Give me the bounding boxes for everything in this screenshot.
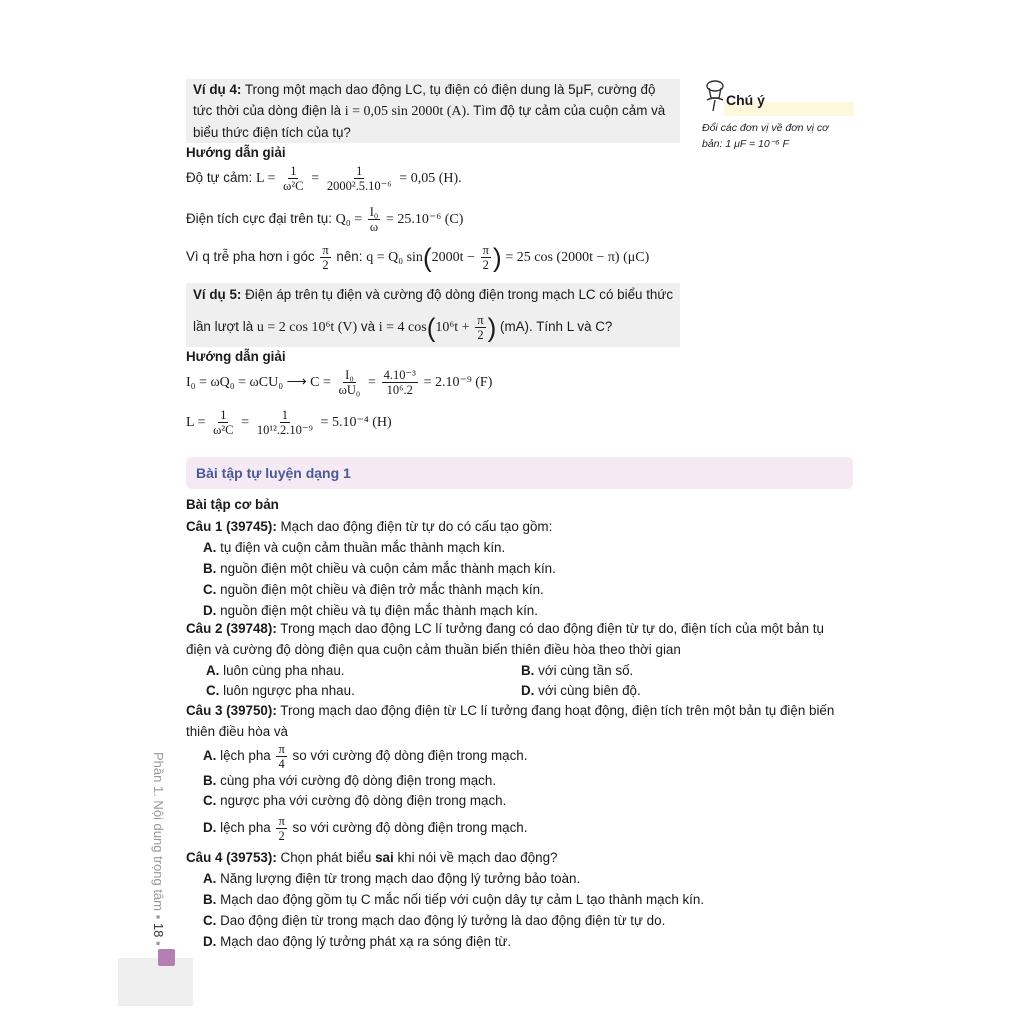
option-key: A. [203,540,217,555]
capacitance-lhs: I₀ = ωQ₀ = ωCU₀ ⟶ C = [186,375,331,391]
note-title: Chú ý [726,92,765,108]
question-1 [186,516,856,621]
example-5-label: Ví dụ 5: [193,287,242,302]
example-5-line2a: lần lượt là [193,319,257,335]
option-text: so với cường độ dòng điện trong mạch. [288,748,528,764]
question-3-line1: Trong mạch dao động điện từ LC lí tưởng đang hoạt động, điện tích trên một bản tụ điện biến [276,703,835,718]
fraction [337,368,363,397]
max-charge-lhs: Q₀ = [335,212,363,228]
question-3 [186,700,856,742]
answer-option[interactable] [186,910,856,931]
option-text: Dao động điện từ trong mạch dao động lý tưởng là dao động điện từ tự do. [216,913,666,928]
example-4-current-expr: i = 0,05 sin 2000t (A). [344,104,470,119]
question-4-text-end: khi nói về mạch dao động? [393,850,558,865]
note-line1: Đổi các đơn vị về đơn vị cơ [702,122,829,134]
fraction-numerator: π [278,814,285,828]
question-3-label: Câu 3 (39750): [186,703,277,718]
inductance-lhs: L = [255,171,276,187]
capacitance-result: = 2.10⁻⁹ (F) [423,375,493,391]
option-key: B. [521,663,535,678]
option-key: B. [203,773,217,788]
fraction-numerator: π [482,243,489,257]
fraction-denominator: 2 [482,258,489,272]
fraction-denominator: ω²C [283,179,304,193]
option-key: B. [203,561,217,576]
fraction [368,205,381,234]
question-4-emphasis: sai [375,850,394,865]
example-5-line1: Điện áp trên tụ điện và cường độ dòng điện trong mạch LC có biểu thức [241,287,674,302]
charge-expr-arg: 2000t − [431,250,475,266]
example-4-label: Ví dụ 4: [193,82,242,97]
answer-option[interactable] [203,793,506,808]
footer-block [118,958,193,1006]
answer-option[interactable] [203,742,527,771]
fraction-numerator: 4.10⁻³ [383,368,416,382]
note-text [702,120,854,152]
answer-option[interactable] [521,680,641,701]
option-text: lệch pha [216,748,275,764]
option-key: B. [203,892,217,907]
option-text: tụ điện và cuộn cảm thuần mắc thành mạch kín. [216,540,506,555]
answer-option[interactable] [186,889,856,910]
inductance-lhs: L = [186,415,206,431]
voltage-expr: u = 2 cos 10⁶t (V) [256,320,358,336]
solution-4-max-charge [186,205,463,234]
solution-5-inductance: L = $\frac{1}{\text{ω²C}}$ = $\frac{1}{\text{10¹².2.10⁻⁹}}$ = 5.10⁻⁴ (H) [186,408,392,437]
fraction-denominator: 2 [477,328,484,342]
option-key: C. [203,582,217,597]
running-header-text: Phần 1. Nội dung trọng tâm [151,752,166,911]
running-header: Phần 1. Nội dung trọng tâm ▪ 18 ▪ [151,752,166,946]
option-text: lệch pha [216,820,275,836]
question-2-line2: điện và cường độ dòng điện qua cuộn cảm thuần biến thiên điều hòa theo thời gian [186,642,681,657]
conjunction: và [357,319,379,335]
option-text: Mạch dao động lý tưởng phát xạ ra sóng điện từ. [216,934,512,949]
option-text: Mạch dao động gồm tụ C mắc nối tiếp với cuộn dây tự cảm L tạo thành mạch kín. [216,892,705,907]
option-key: C. [203,913,217,928]
answer-option[interactable] [203,814,527,843]
option-key: C. [206,683,220,698]
example-5-text: Ví dụ 5: Điện áp trên tụ điện và cường độ dòng điện trong mạch LC có biểu thức lần lượt là u = 2 cos 10⁶t (V) và i = 4 cos(10⁶t + $\frac{\pi}{2}$ ) (mA). Tính L và C? [193,287,674,343]
fraction-numerator: I₀ [369,205,379,219]
max-charge-result: = 25.10⁻⁶ (C) [386,212,464,228]
answer-option[interactable] [186,558,856,579]
current-expr-arg: 10⁶t + [435,320,470,336]
answer-option[interactable] [203,773,496,788]
option-key: A. [203,748,217,764]
solution-4-heading: Hướng dẫn giải [186,145,286,160]
option-text: so với cường độ dòng điện trong mạch. [288,820,528,836]
option-key: D. [203,934,217,949]
fraction [320,243,330,272]
fraction-denominator: 10⁶.2 [386,383,413,397]
fraction [382,368,418,397]
solution-4-charge-expression: Vì q trễ pha hơn i góc $\frac{\pi}{2}$ nên: q = Q₀ sin(2000t − $\frac{\pi}{2}$ ) = 25 cos (2000t − π) (μC) [186,242,650,273]
example-4-line2a: tức thời của dòng điện là [193,103,345,118]
question-4-label: Câu 4 (39753): [186,850,277,865]
answer-option[interactable] [186,868,856,889]
fraction [276,814,286,843]
question-2 [186,618,856,702]
fraction-numerator: 1 [220,408,227,422]
answer-option[interactable] [186,931,856,952]
option-text: Năng lượng điện từ trong mạch dao động lý tưởng bảo toàn. [216,871,581,886]
fraction-denominator: 10¹².2.10⁻⁹ [256,423,313,437]
option-text: nguồn điện một chiều và cuộn cảm mắc thành mạch kín. [216,561,556,576]
section-title: Bài tập tự luyện dạng 1 [196,465,351,481]
answer-option[interactable] [521,660,633,681]
question-2-label: Câu 2 (39748): [186,621,277,636]
inductance-label: Độ tự cảm: [186,170,256,186]
fraction [481,243,491,272]
fraction-numerator: 1 [356,164,363,178]
answer-option[interactable] [186,579,856,600]
fraction [281,164,305,193]
option-text: ngược pha với cường độ dòng điện trong mạch. [216,793,507,808]
fraction-numerator: I₀ [345,368,354,382]
fraction [475,313,485,342]
fraction-denominator: 2 [278,829,285,843]
question-3-line2: thiên điều hòa và [186,724,288,739]
fraction [255,408,315,437]
charge-expr-start: q = Q₀ sin [366,250,423,266]
option-text: với cùng biên độ. [534,683,641,698]
page-tab-marker [158,949,175,966]
inductance-result: = 0,05 (H). [399,171,462,187]
fraction-denominator: 4 [278,757,285,771]
option-text: luôn ngược pha nhau. [219,683,355,698]
note-box [702,78,854,152]
option-key: D. [521,683,535,698]
option-text: nguồn điện một chiều và tụ điện mắc thành mạch kín. [216,603,538,618]
question-2-line1: Trong mạch dao động LC lí tưởng đang có dao động điện từ tự do, điện tích của một bản tụ [276,621,824,636]
section-subtitle: Bài tập cơ bản [186,497,279,512]
example-4-line2b: Tìm độ tự cảm của cuộn cảm và [469,103,666,118]
example-4-line1: Trong một mạch dao động LC, tụ điện có điện dung là 5μF, cường độ [241,82,656,97]
option-key: D. [203,603,217,618]
question-4 [186,847,856,952]
question-1-label: Câu 1 (39745): [186,519,277,534]
inductance-result: = 5.10⁻⁴ (H) [320,415,392,431]
fraction [325,164,394,193]
fraction [211,408,235,437]
fraction-numerator: π [278,742,285,756]
answer-option[interactable] [206,680,355,701]
example-4-line3: biểu thức điện tích của tụ? [193,125,351,140]
answer-option[interactable] [206,660,345,681]
fraction-denominator: ω²C [213,423,234,437]
fraction [276,742,286,771]
fraction-denominator: ω [369,220,379,234]
option-key: A. [203,871,217,886]
fraction-denominator: 2000².5.10⁻⁶ [326,179,392,193]
fraction-numerator: π [477,313,484,327]
note-line2: bản: 1 μF = 10⁻⁶ F [702,138,789,150]
charge-expr-result: = 25 cos (2000t − π) (μC) [505,250,650,266]
phase-label: Vì q trễ pha hơn i góc [186,249,319,265]
fraction-denominator: ωU₀ [338,383,361,397]
question-1-text: Mạch dao động điện từ tự do có cấu tạo gồm: [276,519,553,534]
fraction-numerator: 1 [290,164,297,178]
solution-4-inductance: Độ tự cảm: L = $\frac{1}{\text{ω²C}}$ = $\frac{1}{\text{2000².5.10⁻⁶}}$ = 0,05 (H). [186,164,462,193]
question-4-text: Chọn phát biểu [276,850,376,865]
option-text: luôn cùng pha nhau. [219,663,345,678]
example-4-text [193,79,678,143]
current-expr-start: i = 4 cos [378,320,427,336]
fraction-numerator: π [322,243,329,257]
solution-5-capacitance: I₀ = ωQ₀ = ωCU₀ ⟶ C = $\frac{\text{I₀}}{\text{ωU₀}}$ = $\frac{\text{4.10⁻³}}{\text{10⁶.2}}$ = 2.10⁻⁹ (F) [186,368,493,397]
phase-mid: nên: [336,249,367,265]
page-number: 18 [151,922,166,938]
option-key: C. [203,793,217,808]
option-text: với cùng tần số. [534,663,634,678]
option-text: nguồn điện một chiều và điện trở mắc thành mạch kín. [216,582,544,597]
fraction-denominator: 2 [322,258,329,272]
solution-5-heading: Hướng dẫn giải [186,349,286,364]
answer-option[interactable] [186,537,856,558]
max-charge-label: Điện tích cực đại trên tụ: [186,211,336,227]
option-key: A. [206,663,220,678]
option-key: D. [203,820,217,836]
option-text: cùng pha với cường độ dòng điện trong mạch. [216,773,497,788]
example-5-line2b: (mA). Tính L và C? [496,319,613,335]
fraction-numerator: 1 [281,408,288,422]
